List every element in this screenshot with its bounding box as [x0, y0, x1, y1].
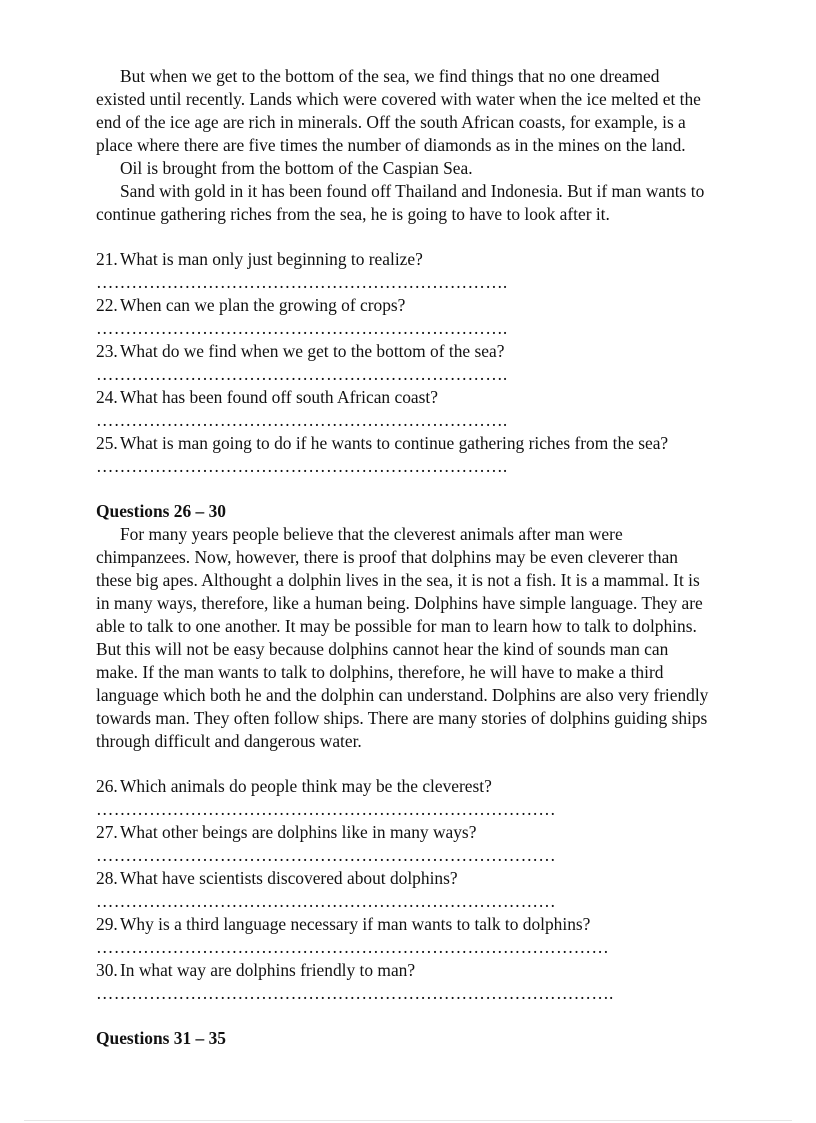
answer-line[interactable]: …………………………………………………………….: [96, 456, 508, 476]
answer-line[interactable]: ……………………………………………………………………: [96, 845, 556, 865]
passage-line: in many ways, therefore, like a human being. Dolphins have simple language. They are: [96, 593, 703, 613]
question-number: 25.: [96, 433, 118, 453]
question-number: 24.: [96, 387, 118, 407]
answer-line[interactable]: …………………………………………………………….: [96, 318, 508, 338]
answer-line[interactable]: …………………………………………………………….: [96, 364, 508, 384]
question-number: 21.: [96, 249, 118, 269]
question-item-25: [96, 432, 766, 478]
question-text: What do we find when we get to the bottom of the sea?: [120, 341, 505, 361]
passage-line: But this will not be easy because dolphins cannot hear the kind of sounds man can: [96, 639, 669, 659]
question-prompt: [96, 386, 766, 409]
spacer: [96, 478, 766, 500]
passage-line: these big apes. Althought a dolphin lives in the sea, it is not a fish. It is a mammal. It is: [96, 570, 700, 590]
question-item-23: [96, 340, 766, 386]
question-prompt: [96, 867, 766, 890]
question-text: When can we plan the growing of crops?: [120, 295, 406, 315]
passage-line: For many years people believe that the cleverest animals after man were: [120, 524, 623, 544]
question-text: Which animals do people think may be the cleverest?: [120, 776, 492, 796]
passage-line: continue gathering riches from the sea, he is going to have to look after it.: [96, 204, 610, 224]
question-prompt: [96, 821, 766, 844]
question-number: 27.: [96, 822, 118, 842]
question-prompt: [96, 294, 766, 317]
worksheet-page: [96, 65, 766, 1050]
answer-line[interactable]: ……………………………………………………………………: [96, 799, 556, 819]
question-item-29: [96, 913, 766, 959]
passage-line: through difficult and dangerous water.: [96, 731, 362, 751]
question-list-26-30: [96, 775, 766, 1005]
question-text: What other beings are dolphins like in many ways?: [120, 822, 477, 842]
passage-line: existed until recently. Lands which were covered with water when the ice melted et the: [96, 89, 701, 109]
question-prompt: [96, 959, 766, 982]
question-item-27: [96, 821, 766, 867]
question-text: What is man going to do if he wants to continue gathering riches from the sea?: [120, 433, 669, 453]
section-heading: Questions 31 – 35: [96, 1028, 226, 1048]
passage-line: able to talk to one another. It may be possible for man to learn how to talk to dolphins.: [96, 616, 697, 636]
passage-line: make. If the man wants to talk to dolphins, therefore, he will have to make a third: [96, 662, 664, 682]
question-item-26: [96, 775, 766, 821]
passage-line: place where there are five times the number of diamonds as in the mines on the land.: [96, 135, 686, 155]
question-prompt: [96, 248, 766, 271]
question-prompt: [96, 432, 766, 455]
passage-line: end of the ice age are rich in minerals. Off the south African coasts, for example, is a: [96, 112, 686, 132]
section-heading: Questions 26 – 30: [96, 501, 226, 521]
passage-2: [96, 500, 766, 753]
question-text: What have scientists discovered about dolphins?: [120, 868, 458, 888]
answer-line[interactable]: …………………………………………………………………………….: [96, 983, 614, 1003]
question-number: 26.: [96, 776, 118, 796]
question-prompt: [96, 340, 766, 363]
question-text: What has been found off south African coast?: [120, 387, 438, 407]
passage-line: chimpanzees. Now, however, there is proof that dolphins may be even cleverer than: [96, 547, 678, 567]
question-item-30: [96, 959, 766, 1005]
passage-line: Sand with gold in it has been found off Thailand and Indonesia. But if man wants to: [120, 181, 705, 201]
question-item-28: [96, 867, 766, 913]
question-number: 23.: [96, 341, 118, 361]
question-number: 29.: [96, 914, 118, 934]
question-number: 30.: [96, 960, 118, 980]
answer-line[interactable]: …………………………………………………………….: [96, 410, 508, 430]
answer-line[interactable]: …………………………………………………………….: [96, 272, 508, 292]
question-text: Why is a third language necessary if man wants to talk to dolphins?: [120, 914, 591, 934]
question-prompt: [96, 913, 766, 936]
passage-line: But when we get to the bottom of the sea, we find things that no one dreamed: [120, 66, 660, 86]
question-item-22: [96, 294, 766, 340]
answer-line[interactable]: ……………………………………………………………………: [96, 891, 556, 911]
spacer: [96, 226, 766, 248]
question-text: What is man only just beginning to realize?: [120, 249, 423, 269]
question-prompt: [96, 775, 766, 798]
spacer: [96, 1005, 766, 1027]
spacer: [96, 753, 766, 775]
page-bottom-edge: [24, 1120, 792, 1121]
passage-line: towards man. They often follow ships. There are many stories of dolphins guiding ships: [96, 708, 708, 728]
question-number: 22.: [96, 295, 118, 315]
question-list-21-25: [96, 248, 766, 478]
passage-1: [96, 65, 766, 226]
answer-line[interactable]: ……………………………………………………………………………: [96, 937, 610, 957]
question-text: In what way are dolphins friendly to man?: [120, 960, 416, 980]
question-item-24: [96, 386, 766, 432]
question-number: 28.: [96, 868, 118, 888]
passage-line: Oil is brought from the bottom of the Caspian Sea.: [120, 158, 473, 178]
question-item-21: [96, 248, 766, 294]
passage-line: language which both he and the dolphin can understand. Dolphins are also very friendly: [96, 685, 709, 705]
